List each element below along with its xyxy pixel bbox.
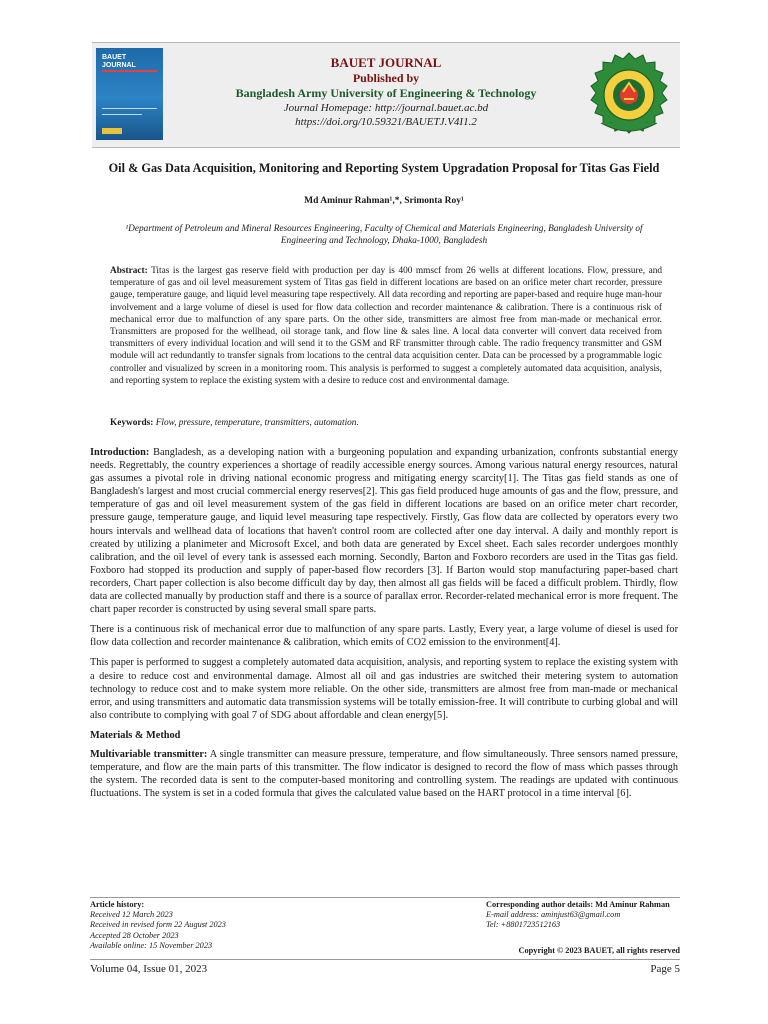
multivariable-transmitter-text: A single transmitter can measure pressure, temperature, and flow simultaneously. Three sensors named pressure, temperature, and flow are the main parts of this transmitter. The flow indicator is designed to record the flow of mass which passes through the system. The recorded data is sent to the computer-based monitoring and controlling system. The readings are updated with continuous fluctuations. The system is set in a coded formula that gives the calculated value based on the HART protocol in a time interval [6]. xyxy=(90,748,679,800)
bauet-logo xyxy=(586,51,672,139)
body-paragraph-2: There is a continuous risk of mechanical error due to malfunction of any spare parts. Lastly, Every year, a large volume of diesel is used for flow data collection and recorder maintenance & calibration, which emits of CO2 emission to the environment[4]. xyxy=(90,624,678,649)
multivariable-transmitter-paragraph xyxy=(90,748,678,800)
volume-issue: Volume 04, Issue 01, 2023 xyxy=(90,963,208,975)
cover-subtitle: JOURNAL xyxy=(102,62,136,69)
doi-link[interactable]: https://doi.org/10.59321/BAUETJ.V4I1.2 xyxy=(295,116,477,128)
author-email[interactable]: E-mail address: aminjust63@gmail.com xyxy=(486,910,621,920)
journal-name: BAUET JOURNAL xyxy=(330,55,442,70)
multivariable-transmitter-label: Multivariable transmitter: xyxy=(90,748,208,760)
received-date: Received 12 March 2023 xyxy=(90,910,173,920)
journal-cover-image xyxy=(96,48,163,140)
introduction-paragraph xyxy=(90,446,678,616)
copyright-notice: Copyright © 2023 BAUET, all rights reserved xyxy=(518,946,680,955)
revised-date: Received in revised form 22 August 2023 xyxy=(90,920,226,930)
journal-header xyxy=(92,42,680,148)
article-title: Oil & Gas Data Acquisition, Monitoring and Reporting System Upgradation Proposal for Titas Gas Field xyxy=(108,161,660,175)
journal-header-text xyxy=(172,55,600,129)
footer-divider-bottom xyxy=(90,959,680,960)
available-online-date: Available online: 15 November 2023 xyxy=(90,940,213,950)
body-paragraph-3: This paper is performed to suggest a completely automated data acquisition, analysis, and reporting system to replace the existing system with a desire to reduce cost and environmental damage. Almost all oil and gas industries are switched their metering system to automation technology to reduce cost and to make system more reliable. On the other side, transmitters are almost free from man-made or mechanical error, and using transmitters and automatic data transmission systems will be totally emission-free. It will contribute to curbing global and will also contribute to complying with goal 7 of SDG about affordable and clean energy[5]. xyxy=(90,657,678,721)
article-authors: Md Aminur Rahman¹,*, Srimonta Roy¹ xyxy=(304,196,464,206)
author-phone: Tel: +8801723512163 xyxy=(486,920,561,930)
abstract-label: Abstract: xyxy=(110,266,148,276)
accepted-date: Accepted 28 October 2023 xyxy=(90,930,179,940)
abstract xyxy=(110,265,662,387)
section-heading-materials-method: Materials & Method xyxy=(90,729,181,741)
article-body xyxy=(90,446,678,807)
university-name: Bangladesh Army University of Engineering & Technology xyxy=(235,86,537,100)
keywords-label: Keywords: xyxy=(110,418,154,428)
article-history xyxy=(90,900,390,951)
keywords xyxy=(110,417,662,429)
author-affiliation: ¹Department of Petroleum and Mineral Resources Engineering, Faculty of Chemical and Materials Engineering, Bangladesh University of Engineering and Technology, Dhaka-1000, Bangladesh xyxy=(125,224,643,246)
article-history-label: Article history: xyxy=(90,900,145,909)
journal-homepage[interactable]: Journal Homepage: http://journal.bauet.ac.bd xyxy=(283,102,489,114)
footer-divider xyxy=(90,897,680,898)
cover-title: BAUET xyxy=(102,54,127,61)
corresponding-author xyxy=(486,900,682,931)
corresponding-author-label: Corresponding author details: Md Aminur Rahman xyxy=(486,900,670,909)
published-by: Published by xyxy=(352,71,420,85)
introduction-text: Bangladesh, as a developing nation with a burgeoning population and expanding urbanization, confronts substantial energy needs. Regrettably, the country experiences a shortage of readily accessible energy sources. Among various natural energy resources, natural gas assumes a pivotal role in driving national economic progress and mitigating energy scarcity[1]. The Titas gas field stands as one of Bangladesh's largest and most crucial commercial energy reserves[2]. This gas field produced huge amounts of gas and the flow, pressure, and temperature of gas and oil level measurement system of the gas field in different locations are based on an orifice meter chart recorder, pressure gauge, temperature gauge, and liquid level measuring tape respectively. Firstly, Gas flow data are collected by operators every two hours intervals and wellhead data of locations that haven't control room are collected after one day interval. A daily and monthly report is created by utilizing a planimeter and Microsoft Excel, and both data are generated by Excel sheet. Each sales recorder undergoes monthly calibration, and the oil level of every tank is assessed each morning. Secondly, Barton and Foxboro recorders are used in the Titas gas field. Foxboro had stopped its production and supply of paper-based flow recorders [3]. If Barton would stop manufacturing paper-based chart recorders, Chart paper collection is also become difficult day by day, then almost all gas fields will be faced a difficult problem. Thirdly, flow data are collected manually by production staff and there is a source of parallax error. Recorder-related mechanical error is more frequent. The chart paper recorder is constructed by using several small spare parts. xyxy=(90,447,679,616)
keywords-text: Flow, pressure, temperature, transmitters, automation. xyxy=(155,418,359,428)
page-number: Page 5 xyxy=(650,963,680,975)
introduction-label: Introduction: xyxy=(90,447,150,458)
abstract-text: Titas is the largest gas reserve field with production per day is 400 mmscf from 26 wells at different locations. Flow, pressure, and temperature of gas and oil level measurement system of Titas gas field in different locations are based on an orifice meter chart recorder, pressure gauge, temperature gauge, and liquid level measuring tape respectively. All data recording and reporting are paper-based and require huge man-hour involvement and a large volume of diesel is used for flow data collection and recorder maintenance & calibration. There is a continuous risk of mechanical error due to malfunction of any spare parts. On the other side, transmitters are almost free from man-made or mechanical error. Transmitters are proposed for the wellhead, oil storage tank, and flow line & sales line. A local data converter will convert data received from transmitters of every individual location and will send it to the GSM and RF transmitter through cable. The radio frequency transmitter and GSM module will act redundantly to transfer signals from locations to the central data acquisition center. Data can be processed by a programmable logic controller and visualized by screen in a monitoring room. This analysis is performed to suggest a completely automated data acquisition, analysis, and reporting system to replace the existing system with a desire to reduce cost and environmental damage. xyxy=(110,266,663,386)
